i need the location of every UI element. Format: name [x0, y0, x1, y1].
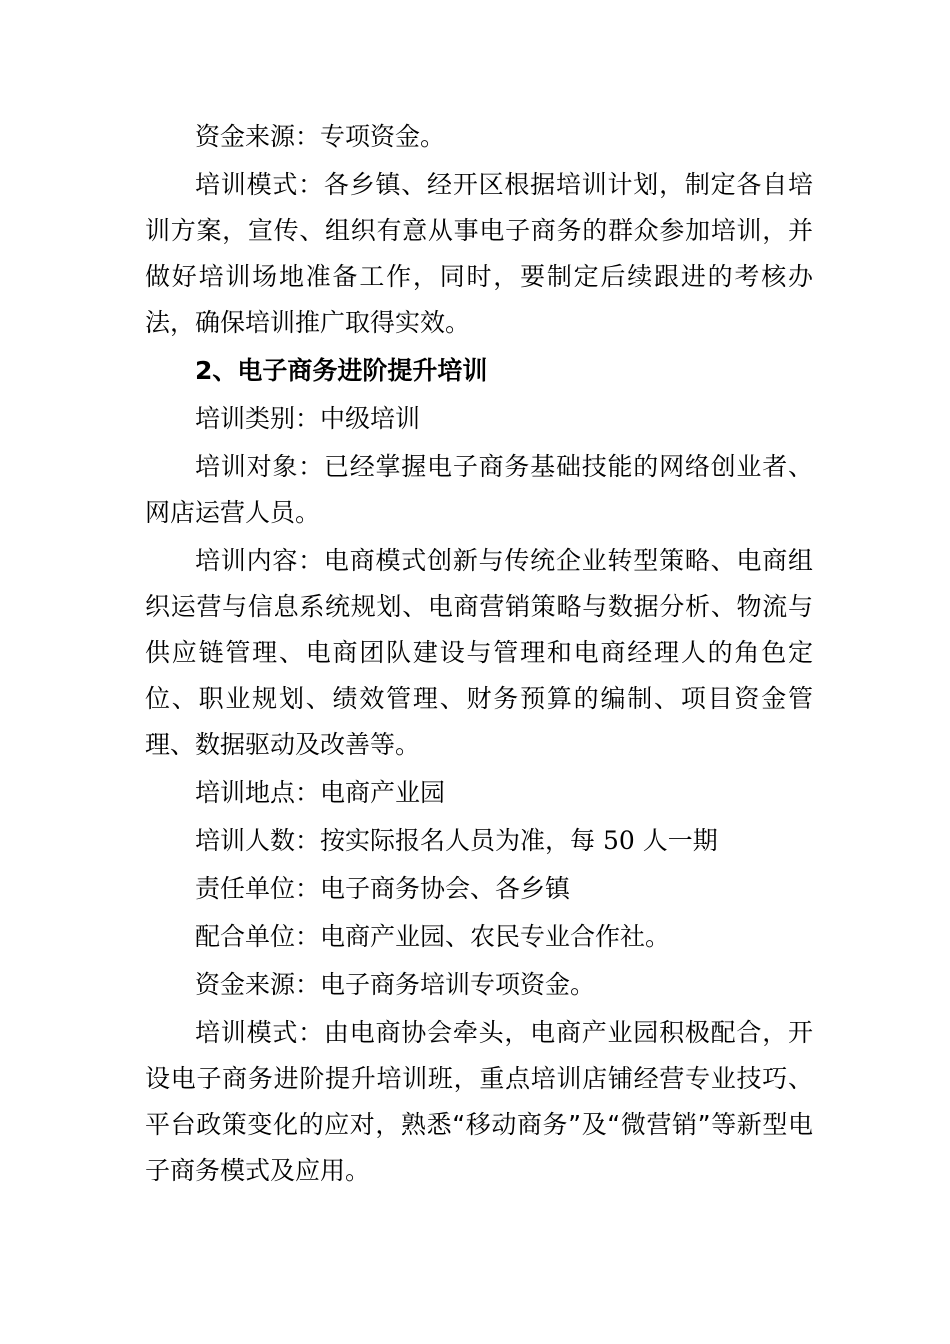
field-label: 培训模式：	[195, 1018, 324, 1047]
paragraph-responsible-unit	[145, 866, 813, 912]
paragraph-training-mode-2	[145, 1010, 813, 1194]
paragraph-training-mode-1	[145, 162, 813, 346]
field-label: 责任单位：	[195, 874, 321, 903]
paragraph-funding-source-2	[145, 962, 813, 1008]
field-value-before: 按实际报名人员为准，每	[320, 826, 596, 855]
field-label: 资金来源：	[195, 122, 321, 151]
field-label: 培训模式：	[195, 170, 324, 199]
field-value: 中级培训	[320, 404, 421, 433]
field-label: 培训类别：	[195, 404, 321, 433]
field-label: 资金来源：	[195, 970, 321, 999]
field-value-after: 人一期	[642, 826, 718, 855]
field-label: 培训地点：	[195, 778, 321, 807]
paragraph-training-target	[145, 444, 813, 536]
paragraph-training-category	[145, 396, 813, 442]
field-value: 电商产业园、农民专业合作社。	[320, 922, 671, 951]
field-value: 由电商协会牵头，电商产业园积极配合，开设电子商务进阶提升培训班，重点培训店铺经营专业技巧、平台政策变化的应对，熟悉“移动商务”及“微营销”等新型电子商务模式及应用。	[145, 1018, 813, 1185]
field-label: 配合单位：	[195, 922, 321, 951]
field-label: 培训对象：	[195, 452, 324, 481]
paragraph-cooperating-unit	[145, 914, 813, 960]
field-value: 电子商务协会、各乡镇	[320, 874, 571, 903]
heading-text: 2、电子商务进阶提升培训	[195, 356, 488, 385]
field-value: 电商模式创新与传统企业转型策略、电商组织运营与信息系统规划、电商营销策略与数据分析、物流与供应链管理、电商团队建设与管理和电商经理人的角色定位、职业规划、绩效管理、财务预算的编制、项目资金管理、数据驱动及改善等。	[145, 546, 813, 759]
field-label: 培训人数：	[195, 826, 321, 855]
field-value: 电子商务培训专项资金。	[320, 970, 596, 999]
section-heading	[145, 348, 813, 394]
paragraph-training-headcount	[145, 818, 813, 864]
paragraph-funding-source-1	[145, 114, 813, 160]
field-value: 已经掌握电子商务基础技能的网络创业者、网店运营人员。	[145, 452, 813, 527]
field-value: 专项资金。	[320, 122, 446, 151]
field-value: 电商产业园	[320, 778, 446, 807]
field-label: 培训内容：	[195, 546, 324, 575]
document-body	[145, 114, 813, 1196]
paragraph-training-location	[145, 770, 813, 816]
paragraph-training-content	[145, 538, 813, 768]
batch-size-number: 50	[602, 826, 635, 855]
field-value: 各乡镇、经开区根据培训计划，制定各自培训方案，宣传、组织有意从事电子商务的群众参加培训，并做好培训场地准备工作，同时，要制定后续跟进的考核办法，确保培训推广取得实效。	[145, 170, 813, 337]
